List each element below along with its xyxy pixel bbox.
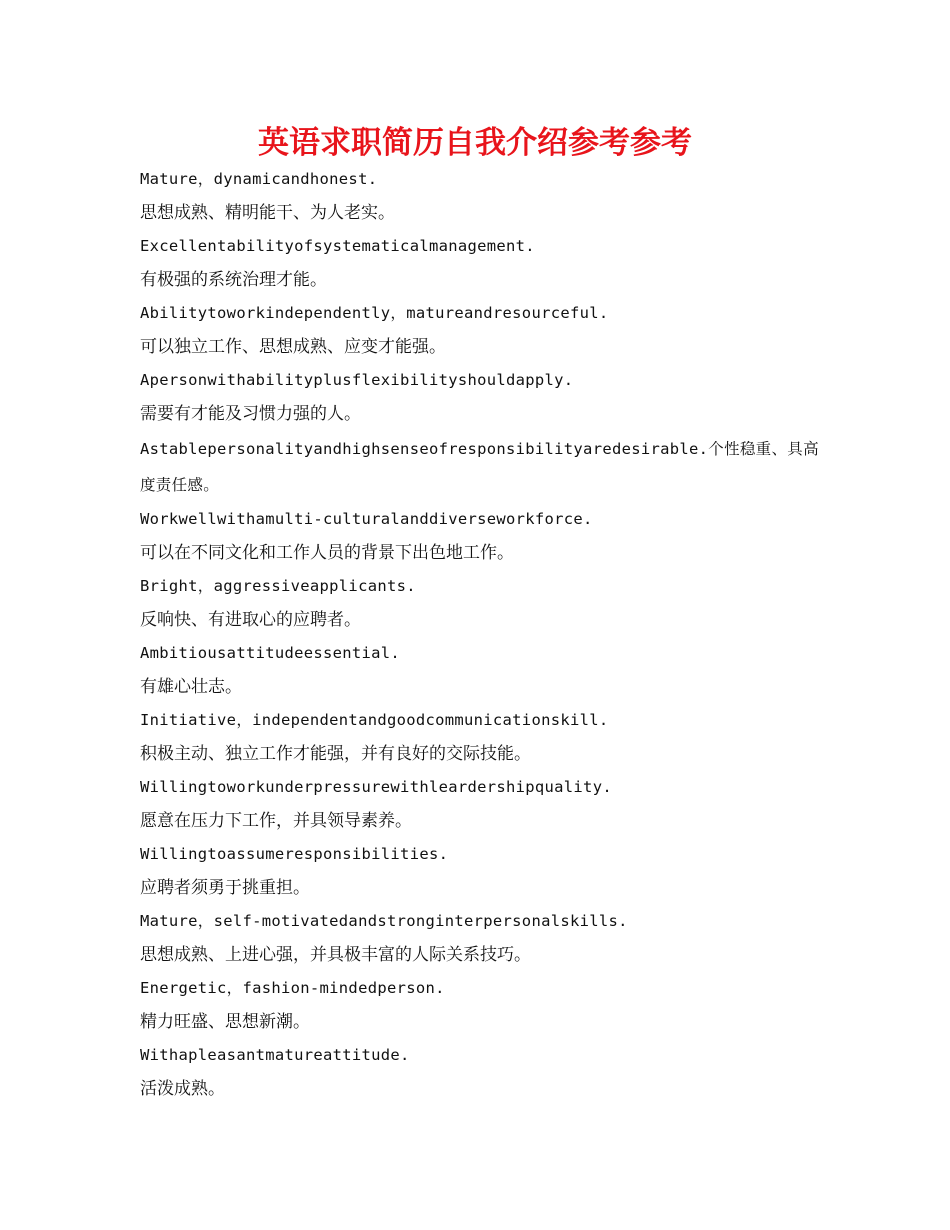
paragraph-en: Bright，aggressiveapplicants.	[140, 577, 416, 595]
paragraph-zh: 有极强的系统治理才能。	[140, 269, 327, 290]
paragraph-en: Mature，self-motivatedandstronginterpersonalskills.	[140, 912, 628, 930]
paragraph-zh: 思想成熟、上进心强，并具极丰富的人际关系技巧。	[140, 944, 531, 965]
paragraph-en: Workwellwithamulti-culturalanddiverseworkforce.	[140, 510, 593, 528]
paragraph-zh: 有雄心壮志。	[140, 676, 242, 697]
paragraph-zh: 思想成熟、精明能干、为人老实。	[140, 202, 395, 223]
paragraph-en: Abilitytoworkindependently，matureandresourceful.	[140, 304, 609, 322]
paragraph-en: Willingtoworkunderpressurewithleardershipquality.	[140, 778, 612, 796]
paragraph-en: Withapleasantmatureattitude.	[140, 1046, 410, 1064]
paragraph-en: Willingtoassumeresponsibilities.	[140, 845, 449, 863]
paragraph-zh: 应聘者须勇于挑重担。	[140, 877, 310, 898]
paragraph-en: Initiative，independentandgoodcommunicationskill.	[140, 711, 609, 729]
document-body	[140, 163, 820, 1106]
paragraph-en: Ambitiousattitudeessential.	[140, 644, 401, 662]
paragraph-zh: 反响快、有进取心的应聘者。	[140, 609, 361, 630]
paragraph-zh: 需要有才能及习惯力强的人。	[140, 403, 361, 424]
paragraph-zh: 可以在不同文化和工作人员的背景下出色地工作。	[140, 542, 514, 563]
paragraph-en: Energetic，fashion-mindedperson.	[140, 979, 445, 997]
paragraph-en: Mature，dynamicandhonest.	[140, 170, 378, 188]
paragraph-zh: 活泼成熟。	[140, 1078, 225, 1099]
paragraph-zh: 积极主动、独立工作才能强，并有良好的交际技能。	[140, 743, 531, 764]
paragraph-mixed: Astablepersonalityandhighsenseofresponsibilityaredesirable.个性稳重、具高度责任感。	[140, 440, 819, 494]
paragraph-en: Excellentabilityofsystematicalmanagement.	[140, 237, 535, 255]
paragraph-zh: 愿意在压力下工作，并具领导素养。	[140, 810, 412, 831]
page-title: 英语求职简历自我介绍参考参考	[258, 125, 692, 161]
paragraph-zh: 精力旺盛、思想新潮。	[140, 1011, 310, 1032]
paragraph-zh: 可以独立工作、思想成熟、应变才能强。	[140, 336, 446, 357]
paragraph-en: Apersonwithabilityplusflexibilityshouldapply.	[140, 371, 574, 389]
